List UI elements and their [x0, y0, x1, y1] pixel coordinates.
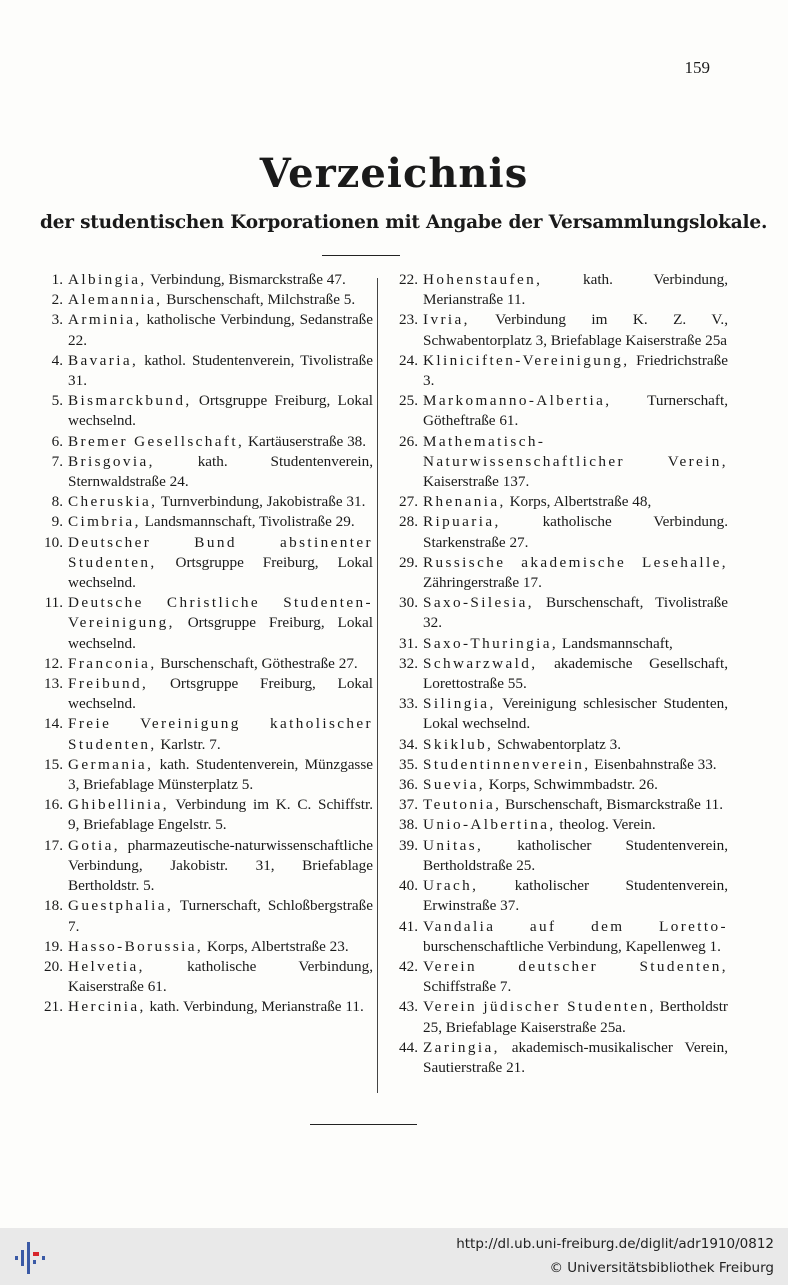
corporation-name: Mathematisch-Naturwissenschaftlicher Verein,	[423, 432, 728, 470]
corporation-name: Saxo-Silesia,	[423, 594, 534, 612]
entry-text	[423, 957, 728, 997]
corporation-name: Rhenania,	[423, 493, 506, 511]
corporation-details: kathol. Studentenverein, Tivolistraße 31.	[68, 351, 373, 390]
entry-text	[68, 310, 373, 350]
corporation-name: Ghibellinia,	[68, 796, 169, 814]
directory-entry	[383, 432, 728, 493]
entry-text	[68, 795, 373, 835]
corporation-details: Landsmannschaft,	[558, 634, 673, 652]
directory-entry	[383, 270, 728, 310]
entry-number: 14.	[44, 715, 63, 733]
entry-number: 20.	[44, 957, 63, 975]
corporation-details: Landsmannschaft, Tivolistraße 29.	[140, 513, 355, 531]
entry-text	[423, 795, 728, 815]
entry-number: 31.	[399, 634, 418, 652]
left-column	[28, 270, 373, 1018]
footer-bar	[0, 1228, 788, 1285]
directory-entry	[383, 654, 728, 694]
entry-text	[68, 714, 373, 754]
entry-text	[68, 512, 373, 532]
entry-number: 32.	[399, 654, 418, 672]
column-divider	[377, 278, 378, 1093]
entry-text	[423, 836, 728, 876]
corporation-name: Gotia,	[68, 836, 120, 854]
directory-entry	[383, 795, 728, 815]
entry-text	[423, 876, 728, 916]
entry-number: 8.	[51, 493, 63, 511]
entry-number: 23.	[399, 311, 418, 329]
directory-entry	[383, 1038, 728, 1078]
entry-text	[423, 917, 728, 957]
entry-text	[423, 270, 728, 310]
corporation-name: Alemannia,	[68, 291, 163, 309]
entry-text	[68, 674, 373, 714]
corporation-name: Schwarzwald,	[423, 654, 538, 672]
directory-entry	[28, 533, 373, 594]
corporation-details: kath. Studentenverein, Münzgasse 3, Briefablage Münsterplatz 5.	[68, 755, 373, 794]
corporation-details: Burschenschaft, Göthestraße 27.	[156, 654, 358, 672]
entry-number: 29.	[399, 553, 418, 571]
source-url[interactable]: http://dl.ub.uni-freiburg.de/diglit/adr1910/0812	[456, 1236, 774, 1252]
directory-entry	[28, 593, 373, 654]
directory-entry	[383, 634, 728, 654]
directory-entry	[28, 795, 373, 835]
directory-entry	[383, 310, 728, 350]
directory-entry	[28, 512, 373, 532]
entry-text	[68, 351, 373, 391]
directory-entry	[383, 553, 728, 593]
entry-text	[68, 432, 373, 452]
entry-number: 22.	[399, 271, 418, 288]
corporation-name: Freie Vereinigung katholischer Studenten,	[68, 715, 373, 753]
corporation-details: Turnerschaft, Schloßbergstraße 7.	[68, 897, 373, 935]
corporation-name: Verein deutscher Studenten,	[423, 957, 728, 975]
corporation-details: Schwabentorplatz 3.	[493, 735, 622, 753]
right-column	[383, 270, 728, 1078]
entry-text	[68, 997, 373, 1017]
entry-text	[423, 351, 728, 391]
entry-number: 28.	[399, 513, 418, 531]
directory-entry	[383, 492, 728, 512]
entry-number: 44.	[399, 1038, 418, 1056]
entry-number: 3.	[51, 311, 63, 329]
directory-entry	[28, 391, 373, 431]
corporation-name: Urach,	[423, 877, 479, 895]
entry-text	[423, 815, 728, 835]
directory-entry	[383, 391, 728, 431]
title-rule	[322, 255, 400, 256]
directory-entry	[383, 512, 728, 552]
directory-entry	[28, 432, 373, 452]
corporation-details: Karlstr. 7.	[156, 735, 221, 753]
page-title: Verzeichnis	[259, 150, 529, 197]
corporation-details: akademische Gesellschaft, Lorettostraße 55.	[423, 654, 728, 693]
directory-entry	[383, 876, 728, 916]
corporation-details: kath. Verbindung, Merianstraße 11.	[145, 998, 364, 1016]
entry-text	[423, 755, 728, 775]
entry-number: 1.	[51, 271, 63, 288]
entry-number: 11.	[44, 594, 63, 612]
entry-text	[68, 937, 373, 957]
corporation-details: kath. Studentenverein, Sternwaldstraße 24.	[68, 452, 373, 491]
entry-number: 24.	[399, 351, 418, 369]
entry-number: 34.	[399, 735, 418, 753]
entry-number: 9.	[51, 513, 63, 531]
directory-entry	[383, 735, 728, 755]
corporation-details: Verbindung im K. C. Schiffstr. 9, Briefablage Engelstr. 5.	[68, 796, 373, 834]
entry-number: 6.	[51, 432, 63, 450]
corporation-details: Kartäuserstraße 38.	[244, 432, 367, 450]
entry-number: 10.	[44, 533, 63, 551]
directory-entry	[28, 755, 373, 795]
entry-number: 21.	[44, 998, 63, 1016]
ub-freiburg-logo-icon	[12, 1238, 52, 1278]
corporation-details: Korps, Albertstraße 23.	[203, 937, 349, 955]
corporation-name: Deutscher Bund abstinenter Studenten,	[68, 533, 373, 571]
copyright-notice: © Universitätsbibliothek Freiburg	[549, 1260, 774, 1276]
corporation-details: Kaiserstraße 137.	[423, 473, 530, 491]
entry-number: 36.	[399, 776, 418, 794]
corporation-name: Cheruskia,	[68, 493, 158, 511]
entry-number: 7.	[51, 452, 63, 470]
corporation-name: Zaringia,	[423, 1038, 500, 1056]
directory-entry	[28, 492, 373, 512]
entry-number: 43.	[399, 998, 418, 1016]
corporation-name: Saxo-Thuringia,	[423, 634, 559, 652]
corporation-name: Bremer Gesellschaft,	[68, 432, 245, 450]
entry-text	[423, 997, 728, 1037]
entry-number: 13.	[44, 675, 63, 693]
corporation-details: Eisenbahnstraße 33.	[590, 755, 717, 773]
entry-text	[423, 654, 728, 694]
corporation-details: katholischer Studentenverein, Erwinstraße 37.	[423, 877, 728, 915]
corporation-details: katholische Verbindung, Sedanstraße 22.	[68, 311, 373, 349]
directory-entry	[28, 714, 373, 754]
entry-text	[423, 391, 728, 431]
entry-text	[423, 775, 728, 795]
corporation-details: Bertholdstr 25, Briefablage Kaiserstraße 25a.	[423, 998, 728, 1036]
entry-text	[423, 634, 728, 654]
corporation-name: Arminia,	[68, 311, 142, 329]
entry-number: 18.	[44, 897, 63, 915]
corporation-details: katholischer Studentenverein, Bertholdstraße 25.	[423, 836, 728, 874]
corporation-name: Verein jüdischer Studenten,	[423, 998, 656, 1016]
corporation-name: Unio-Albertina,	[423, 816, 556, 834]
directory-entry	[28, 270, 373, 290]
entry-text	[68, 290, 373, 310]
corporation-name: Franconia,	[68, 654, 157, 672]
corporation-name: Cimbria,	[68, 513, 141, 531]
corporation-name: Suevia,	[423, 776, 485, 794]
entry-number: 17.	[44, 836, 63, 854]
directory-entry	[383, 815, 728, 835]
entry-text	[68, 654, 373, 674]
corporation-details: Verbindung im K. Z. V., Schwabentorplatz 3, Briefablage Kaiserstraße 25a	[423, 311, 728, 349]
entry-text	[68, 957, 373, 997]
corporation-details: Burschenschaft, Tivolistraße 32.	[423, 594, 728, 632]
directory-entry	[28, 452, 373, 492]
entry-number: 33.	[399, 695, 418, 713]
corporation-name: Bavaria,	[68, 351, 139, 369]
end-rule	[310, 1124, 417, 1125]
entry-number: 37.	[399, 796, 418, 814]
corporation-details: Ortsgruppe Freiburg, Lokal wechselnd.	[68, 553, 373, 592]
entry-number: 16.	[44, 796, 63, 814]
entry-number: 30.	[399, 594, 418, 612]
entry-text	[68, 391, 373, 431]
corporation-name: Hercinia,	[68, 998, 146, 1016]
entry-number: 25.	[399, 392, 418, 410]
corporation-name: Bismarckbund,	[68, 392, 192, 410]
entry-text	[68, 492, 373, 512]
entry-text	[423, 432, 728, 493]
directory-entry	[383, 957, 728, 997]
corporation-name: Silingia,	[423, 695, 496, 713]
corporation-details: Friedrichstraße 3.	[423, 351, 728, 390]
corporation-name: Guestphalia,	[68, 897, 174, 915]
entry-text	[68, 896, 373, 936]
entry-number: 26.	[399, 432, 418, 450]
corporation-name: Unitas,	[423, 836, 484, 854]
corporation-details: theolog. Verein.	[555, 816, 656, 834]
page-subtitle: der studentischen Korporationen mit Angabe der Versammlungslokale.	[40, 212, 768, 233]
entry-number: 12.	[44, 654, 63, 672]
corporation-name: Studentinnenverein,	[423, 755, 591, 773]
entry-number: 4.	[51, 351, 63, 369]
corporation-name: Hasso-Borussia,	[68, 937, 204, 955]
directory-entry	[28, 896, 373, 936]
entry-text	[423, 593, 728, 633]
entry-text	[423, 310, 728, 350]
corporation-name: Germania,	[68, 755, 154, 773]
corporation-name: Teutonia,	[423, 796, 502, 814]
entry-text	[68, 593, 373, 654]
directory-entry	[383, 755, 728, 775]
corporation-name: Albingia,	[68, 271, 147, 288]
entry-number: 40.	[399, 877, 418, 895]
entry-number: 5.	[51, 392, 63, 410]
directory-entry	[383, 775, 728, 795]
corporation-details: Korps, Albertstraße 48,	[505, 493, 652, 511]
directory-entry	[28, 997, 373, 1017]
corporation-name: Ivria,	[423, 311, 470, 329]
corporation-details: Zähringerstraße 17.	[423, 574, 542, 592]
entry-number: 41.	[399, 917, 418, 935]
entry-text	[423, 1038, 728, 1078]
corporation-name: Vandalia auf dem Loretto-	[423, 917, 728, 935]
directory-entry	[383, 694, 728, 734]
directory-entry	[28, 957, 373, 997]
corporation-details: katholische Verbindung, Kaiserstraße 61.	[68, 957, 373, 996]
entry-text	[423, 553, 728, 593]
corporation-details: Korps, Schwimmbadstr. 26.	[484, 776, 658, 794]
corporation-name: Helvetia,	[68, 957, 145, 975]
corporation-details: Burschenschaft, Bismarckstraße 11.	[501, 796, 724, 814]
directory-entry	[28, 310, 373, 350]
entry-text	[423, 735, 728, 755]
entry-text	[423, 512, 728, 552]
entry-text	[68, 836, 373, 897]
directory-entry	[28, 937, 373, 957]
corporation-details: Ortsgruppe Freiburg, Lokal wechselnd.	[68, 675, 373, 713]
entry-number: 35.	[399, 755, 418, 773]
corporation-details: Ortsgruppe Freiburg, Lokal wechselnd.	[68, 392, 373, 430]
entry-text	[423, 492, 728, 512]
directory-entry	[383, 997, 728, 1037]
corporation-details: Turnerschaft, Götheftraße 61.	[423, 392, 728, 430]
entry-number: 39.	[399, 836, 418, 854]
corporation-details: burschenschaftliche Verbindung, Kapellenweg 1.	[423, 937, 721, 955]
directory-entry	[28, 836, 373, 897]
corporation-details: pharmazeutische-naturwissenschaftliche Verbindung, Jakobistr. 31, Briefablage Bertholdstr. 5.	[68, 836, 373, 895]
corporation-name: Ripuaria,	[423, 513, 501, 531]
corporation-name: Hohenstaufen,	[423, 271, 543, 288]
entry-number: 42.	[399, 957, 418, 975]
corporation-details: katholische Verbindung. Starkenstraße 27.	[423, 513, 728, 551]
directory-entry	[28, 351, 373, 391]
corporation-name: Russische akademische Lesehalle,	[423, 553, 728, 571]
entry-number: 15.	[44, 755, 63, 773]
corporation-name: Kliniciften-Vereinigung,	[423, 351, 630, 369]
corporation-name: Skiklub,	[423, 735, 494, 753]
corporation-details: Burschenschaft, Milchstraße 5.	[162, 291, 356, 309]
directory-entry	[383, 917, 728, 957]
corporation-name: Freibund,	[68, 675, 149, 693]
corporation-details: kath. Verbindung, Merianstraße 11.	[423, 271, 728, 309]
directory-entry	[383, 836, 728, 876]
entry-number: 2.	[51, 291, 63, 309]
directory-entry	[383, 351, 728, 391]
entry-number: 38.	[399, 816, 418, 834]
directory-entry	[383, 593, 728, 633]
directory-entry	[28, 654, 373, 674]
corporation-details: Verbindung, Bismarckstraße 47.	[146, 271, 346, 288]
directory-entry	[28, 674, 373, 714]
corporation-details: Vereinigung schlesischer Studenten, Lokal wechselnd.	[423, 695, 728, 733]
corporation-name: Markomanno-Albertia,	[423, 392, 612, 410]
corporation-details: akademisch-musikalischer Verein, Sautierstraße 21.	[423, 1038, 728, 1076]
entry-number: 19.	[44, 937, 63, 955]
entry-number: 27.	[399, 493, 418, 511]
entry-text	[68, 270, 373, 290]
entry-text	[68, 755, 373, 795]
corporation-name: Deutsche Christliche Studenten-Vereinigung,	[68, 594, 373, 632]
directory-entry	[28, 290, 373, 310]
entry-text	[68, 533, 373, 594]
corporation-details: Ortsgruppe Freiburg, Lokal wechselnd.	[68, 614, 373, 652]
corporation-name: Brisgovia,	[68, 452, 155, 470]
corporation-details: Turnverbindung, Jakobistraße 31.	[157, 493, 366, 511]
corporation-details: Schiffstraße 7.	[423, 978, 512, 996]
entry-text	[423, 694, 728, 734]
page-number: 159	[684, 58, 710, 77]
entry-text	[68, 452, 373, 492]
